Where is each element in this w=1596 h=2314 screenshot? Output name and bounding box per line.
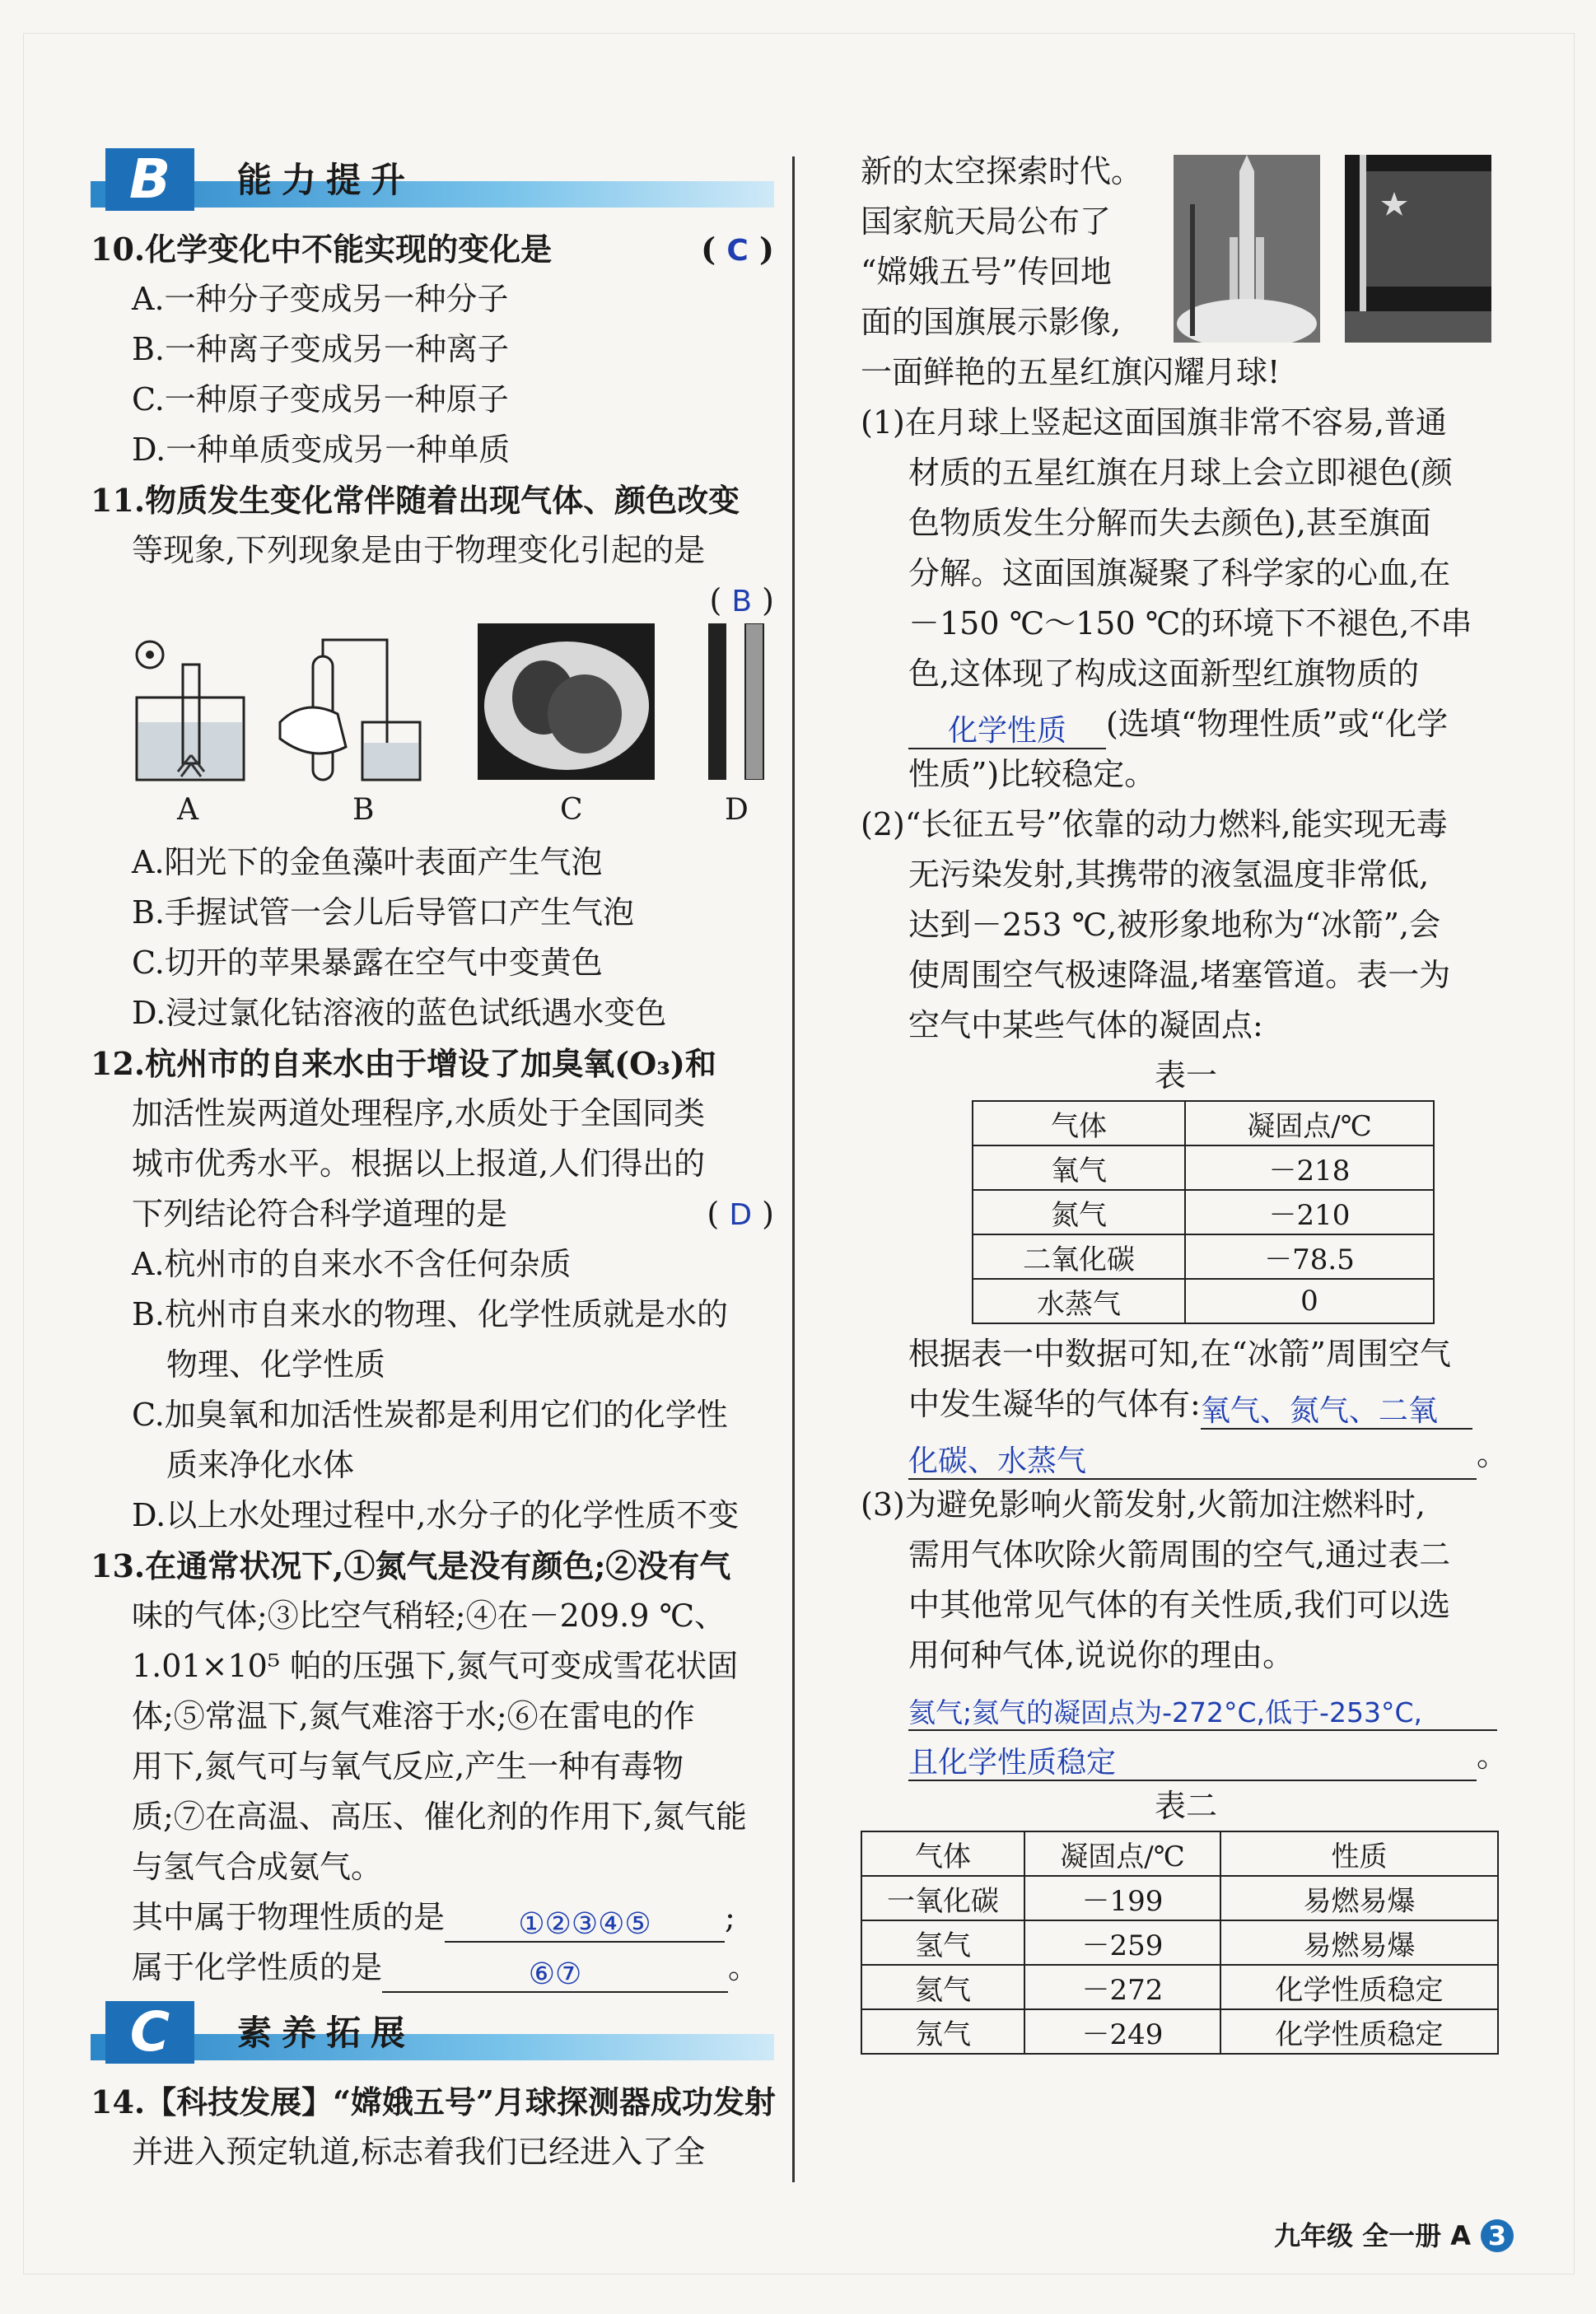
q14-p3-line: (3)为避免影响火箭发射,火箭加注燃料时,: [861, 1486, 1426, 1523]
q13-stem-cont: 质;⑦在高温、高压、催化剂的作用下,氮气能: [132, 1798, 747, 1835]
fig-c-apple-photo: [478, 623, 655, 780]
table-cell: －259: [1024, 1920, 1220, 1965]
table-cell: －218: [1185, 1145, 1434, 1190]
q10-answer-bracket: ( C ): [701, 231, 774, 268]
table-row: [861, 1920, 1498, 1965]
q10-option: D.一种单质变成另一种单质: [132, 432, 511, 468]
fig-d-test-paper: [700, 623, 774, 780]
table-cell: －249: [1024, 2009, 1220, 2054]
left-column: [91, 148, 774, 2177]
q14-p2-blank-1: 氧气、氮气、二氧: [1201, 1385, 1472, 1430]
q14-p2-answer-line: 中发生凝华的气体有:氧气、氮气、二氧: [861, 1379, 1511, 1430]
q10-option: A.一种分子变成另一种分子: [132, 281, 509, 317]
page-footer: [1274, 2215, 1514, 2253]
q12-answer-bracket: ( D ): [707, 1196, 774, 1232]
table1-caption: 表一: [1154, 1057, 1217, 1094]
q13-stem: 13.在通常状况下,①氮气是没有颜色;②没有气: [91, 1547, 731, 1584]
table-cell: 易燃易爆: [1220, 1920, 1498, 1965]
table-header-row: [973, 1101, 1434, 1145]
table-cell: 氖气: [861, 2009, 1024, 2054]
q14-intro-line: “嫦娥五号”传回地: [861, 254, 1112, 290]
q14-p1-line: (1)在月球上竖起这面国旗非常不容易,普通: [861, 404, 1447, 441]
q13-physical-blank: ①②③④⑤: [445, 1898, 725, 1943]
q14-p2-line: (2)“长征五号”依靠的动力燃料,能实现无毒: [861, 806, 1448, 842]
q14-p2-blank-2: 化碳、水蒸气: [908, 1435, 1477, 1480]
q14-p3-blank-1: 氦气;氦气的凝固点为-272°C,低于-253°C,: [908, 1687, 1497, 1731]
q14-intro-line: 面的国旗展示影像,: [861, 304, 1122, 340]
q14-intro-line: 国家航天局公布了: [861, 203, 1112, 240]
table-header-cell: 气体: [861, 1831, 1024, 1876]
right-column: [861, 147, 1511, 2055]
table-cell: －272: [1024, 1965, 1220, 2009]
q14-p3-line: 中其他常见气体的有关性质,我们可以选: [908, 1587, 1451, 1623]
q14-p1-line: －150 ℃～150 ℃的环境下不褪色,不串: [908, 605, 1472, 641]
q14-p2-after: 根据表一中数据可知,在“冰箭”周围空气: [908, 1336, 1451, 1372]
rocket-launch-photo: [1174, 155, 1320, 343]
q14-p1-blank: 化学性质: [908, 705, 1106, 749]
fig-label: B: [352, 793, 375, 827]
q10-option: C.一种原子变成另一种原子: [132, 381, 509, 418]
q11-answer: B: [731, 585, 753, 618]
q14-p3-blank-2: 且化学性质稳定: [908, 1737, 1477, 1781]
table-cell: 易燃易爆: [1220, 1876, 1498, 1920]
q11-option: D.浸过氯化钴溶液的蓝色试纸遇水变色: [132, 995, 667, 1031]
q14-p1-line: 色,这体现了构成这面新型红旗物质的: [908, 655, 1420, 692]
table-cell: －199: [1024, 1876, 1220, 1920]
q14-stem: 14.【科技发展】“嫦娥五号”月球探测器成功发射: [91, 2083, 776, 2120]
table-header-cell: 气体: [973, 1101, 1185, 1145]
fig-label: A: [177, 793, 198, 827]
table-row: [861, 2009, 1498, 2054]
page-number: 3: [1481, 2219, 1514, 2252]
q13-chemical-blank: ⑥⑦: [382, 1948, 728, 1993]
q14-p2-line: 空气中某些气体的凝固点:: [908, 1007, 1263, 1043]
table-header-cell: 凝固点/℃: [1185, 1101, 1434, 1145]
q11-stem-cont: 等现象,下列现象是由于物理变化引起的是: [132, 532, 706, 568]
q12-option: A.杭州市的自来水不含任何杂质: [132, 1246, 572, 1282]
table-cell: 二氧化碳: [973, 1234, 1185, 1279]
q10-answer: C: [726, 234, 749, 268]
q14-p1-line: 材质的五星红旗在月球上会立即褪色(颜: [908, 455, 1453, 491]
q12-stem-cont: 城市优秀水平。根据以上报道,人们得出的: [132, 1145, 706, 1182]
q13-stem-cont: 1.01×10⁵ 帕的压强下,氮气可变成雪花状固: [132, 1648, 739, 1684]
section-title: 能力提升: [237, 160, 416, 200]
table-cell: 氢气: [861, 1920, 1024, 1965]
table-cell: 化学性质稳定: [1220, 1965, 1498, 2009]
table-cell: －210: [1185, 1190, 1434, 1234]
q11-stem: 11.物质发生变化常伴随着出现气体、颜色改变: [91, 482, 740, 519]
q11-option: A.阳光下的金鱼藻叶表面产生气泡: [132, 844, 603, 880]
section-title: 素养拓展: [237, 2013, 416, 2053]
q13-stem-cont: 味的气体;③比空气稍轻;④在－209.9 ℃、: [132, 1598, 726, 1634]
q11-figures: [91, 632, 774, 837]
q14-p2-line: 达到－253 ℃,被形象地称为“冰箭”,会: [908, 907, 1441, 943]
q14-p3-line: 需用气体吹除火箭周围的空气,通过表二: [908, 1537, 1451, 1573]
table-cell: 水蒸气: [973, 1279, 1185, 1323]
q12-option: B.杭州市自来水的物理、化学性质就是水的: [132, 1296, 729, 1332]
section-c-banner: [91, 2001, 774, 2069]
q14-p1-answer-line: 化学性质 (选填“物理性质”或“化学: [861, 699, 1511, 749]
section-letter: C: [105, 2001, 194, 2064]
q12-answer: D: [729, 1198, 753, 1232]
q11-option: B.手握试管一会儿后导管口产生气泡: [132, 894, 635, 931]
question-10-stem: [91, 224, 774, 274]
table-cell: 氮气: [973, 1190, 1185, 1234]
footer-text: 九年级 全一册 A: [1273, 2220, 1471, 2251]
q14-intro-block: [861, 147, 1511, 398]
q13-chemical: 属于化学性质的是 ⑥⑦ 。: [132, 1949, 760, 1991]
q13-stem-cont: 与氢气合成氨气。: [132, 1849, 383, 1885]
q14-p3-answer-line-2: 且化学性质稳定 。: [908, 1738, 1509, 1780]
q13-stem-cont: 体;⑤常温下,氮气难溶于水;⑥在雷电的作: [132, 1698, 695, 1734]
table-header-row: [861, 1831, 1498, 1876]
q14-p1-line: 分解。这面国旗凝聚了科学家的心血,在: [908, 555, 1451, 591]
q12-option: D.以上水处理过程中,水分子的化学性质不变: [132, 1497, 740, 1533]
q13-stem-cont: 用下,氮气可与氧气反应,产生一种有毒物: [132, 1748, 684, 1784]
q14-stem-cont: 并进入预定轨道,标志着我们已经进入了全: [132, 2134, 706, 2170]
q14-p2-answer-line-2: 化碳、水蒸气 。: [908, 1436, 1509, 1478]
q10-stem-text: 10.化学变化中不能实现的变化是: [91, 231, 553, 268]
table-row: [973, 1145, 1434, 1190]
table-row: [861, 1965, 1498, 2009]
q11-option: C.切开的苹果暴露在空气中变黄色: [132, 945, 603, 981]
q14-p2-line: 使周围空气极速降温,堵塞管道。表一为: [908, 957, 1451, 993]
fig-b-hand-test-tube: [264, 632, 428, 788]
table-cell: 氧气: [973, 1145, 1185, 1190]
q12-option-cont: 质来净化水体: [166, 1447, 355, 1483]
q12-stem-cont: 加活性炭两道处理程序,水质处于全国同类: [132, 1095, 706, 1131]
q13-physical: 其中属于物理性质的是 ①②③④⑤ ;: [132, 1899, 735, 1941]
flag-on-moon-photo: [1345, 155, 1491, 343]
q14-intro-line: 一面鲜艳的五星红旗闪耀月球!: [861, 354, 1281, 390]
section-b-banner: [91, 148, 774, 216]
fig-a-aquarium-plant: [132, 632, 247, 788]
q14-p3-line: 用何种气体,说说你的理由。: [908, 1637, 1295, 1673]
table-cell: 化学性质稳定: [1220, 2009, 1498, 2054]
fig-label: C: [560, 793, 583, 827]
q14-p3-answer-line: [861, 1681, 1511, 1731]
table-header-cell: 凝固点/℃: [1024, 1831, 1220, 1876]
table-cell: －78.5: [1185, 1234, 1434, 1279]
q14-p1-line: 色物质发生分解而失去颜色),甚至旗面: [908, 505, 1431, 541]
table-row: [861, 1876, 1498, 1920]
table2-caption: 表二: [1154, 1788, 1217, 1824]
q14-p2-line: 无污染发射,其携带的液氢温度非常低,: [908, 856, 1430, 893]
fig-label: D: [725, 793, 749, 827]
q12-stem-cont: 下列结论符合科学道理的是 ( D ): [91, 1189, 774, 1239]
q11-answer-bracket: ( B ): [709, 582, 774, 618]
table-cell: 一氧化碳: [861, 1876, 1024, 1920]
column-divider: [792, 156, 795, 2182]
q12-option: C.加臭氧和加活性炭都是利用它们的化学性: [132, 1397, 728, 1433]
table-2: [861, 1831, 1499, 2055]
q14-intro-line: 新的太空探索时代。: [861, 153, 1143, 189]
section-letter: B: [105, 148, 194, 211]
q12-stem: 12.杭州市的自来水由于增设了加臭氧(O₃)和: [91, 1045, 716, 1082]
q10-option: B.一种离子变成另一种离子: [132, 331, 510, 367]
q12-option-cont: 物理、化学性质: [166, 1346, 386, 1383]
q14-p1-line: 性质”)比较稳定。: [908, 756, 1156, 792]
table-row: [973, 1279, 1434, 1323]
table-cell: 0: [1185, 1279, 1434, 1323]
table-row: [973, 1190, 1434, 1234]
table-1: [972, 1100, 1435, 1324]
table-cell: 氦气: [861, 1965, 1024, 2009]
table-header-cell: 性质: [1220, 1831, 1498, 1876]
table-row: [973, 1234, 1434, 1279]
